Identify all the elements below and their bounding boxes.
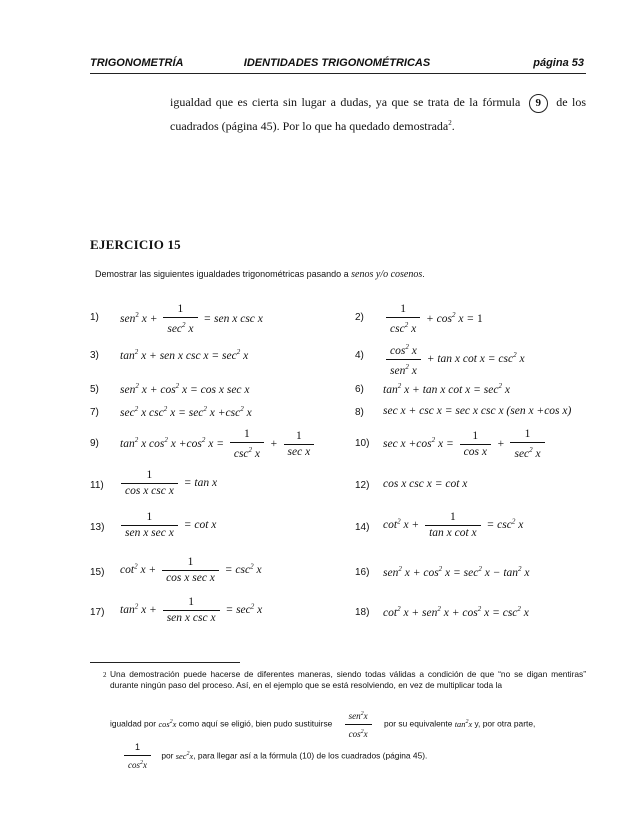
problem-10-expression: $\sec x +\cos^2$ x = $\frac{1}{\text{cos x}}$ + $\frac{1}{\sec^2 x}$ [383,427,548,462]
instruction-emphasis: senos y/o cosenos [351,269,423,280]
intro-text-after: de los cuadrados (página 45). Por lo que ha quedado demostrada [170,95,586,133]
exercise-instruction [95,269,425,280]
intro-paragraph [170,92,586,136]
problem-number: 15) [90,567,105,578]
problem-number: 16) [355,567,370,578]
footnote-line2-a: igualdad por [110,718,157,729]
problem-5-expression: sen$^2$ $x + \cos^2 x = \cos x$ sec x [120,382,250,396]
problem-16-expression: sen$^2$ $x + \cos^2 x = \sec^2 x - \tan^2 x$ [383,565,530,579]
problem-6-expression: $\tan^2 x + \tan x$ $\cot x = \sec^2 x$ [383,382,510,396]
instruction-text: Demostrar las siguientes igualdades trigonométricas pasando a [95,269,349,279]
header-subject: TRIGONOMETRÍA [90,57,184,69]
problem-14-expression: $\cot^2 x$ + $\frac{1}{\text{tan x cot x}}$ = $\csc^2 x$ [383,511,524,539]
footnote-line2-c: por su equivalente [383,718,453,729]
problem-4-expression: $\frac{\cos^2 x}{sen^2 x}$ + tan x $\cot x = \csc^2 x$ [383,340,525,379]
problem-number: 7) [90,407,99,418]
exercise-title: EJERCICIO 15 [90,237,181,252]
problem-number: 17) [90,607,105,618]
page-header [90,57,584,73]
problem-number: 6) [355,384,364,395]
footnote-line2-b: como aquí se eligió, bien pudo sustituirse [178,718,333,729]
footnote-text: Una demostración puede hacerse de diferentes maneras, siendo todas válidas a condición de que “no se digan mentiras” durante ningún paso del proceso. Así, en el ejemplo que se está resolviendo, en vez de multiplicar toda la [110,669,586,690]
problem-12-expression: cos x csc x = cot x [383,478,468,490]
problem-15-expression: $\cot^2 x$ + $\frac{1}{\text{cos x sec x}}$ = $\csc^2 x$ [120,556,262,584]
footnote-line3-b: , para llegar así a la fórmula (10) de los cuadrados (página 45). [193,750,428,761]
problem-number: 11) [90,480,104,491]
problem-number: 18) [355,607,370,618]
problem-1-expression: sen$^2$ x + $\frac{1}{\sec^2 x}$ = sen x csc x [120,303,263,335]
problem-number: 4) [355,350,364,361]
footnote-line2-d: y, por otra parte, [474,718,536,729]
footnote-line-2: igualdad por $\cos^2x$ como aquí se eligió, bien pudo sustituirse $\frac{sen^2x}{\cos^2x}$ por su equivalente $\tan^2x$ y, por otra parte, [110,707,535,742]
problem-number: 14) [355,522,370,533]
instruction-end: . [422,269,425,279]
problem-number: 13) [90,522,105,533]
problem-17-expression: $\tan^2 x$ + $\frac{1}{\text{sen x csc x}}$ = $\sec^2 x$ [120,596,263,624]
problem-number: 10) [355,438,370,449]
footnote-reference: 2 [448,118,452,127]
header-topic: IDENTIDADES TRIGONOMÉTRICAS [243,57,431,69]
problem-18-expression: $\cot^2 x + sen^2$ $x + \cos^2 x = \csc^2 x$ [383,605,529,619]
intro-period: . [451,118,455,133]
problem-13-expression: $\frac{1}{\text{sen x sec x}}$ = cot x [118,510,216,541]
problem-7-expression: $\sec^2 x$ $\csc^2 x = \sec^2 x +\csc^2$ x [120,405,252,419]
problem-number: 1) [90,312,99,323]
expression-text-layer [0,0,1,1]
problem-number: 2) [355,312,364,323]
problem-2-expression: $\frac{1}{\csc^2 x}$ + $\cos^2 x = 1$ [383,302,483,337]
problem-number: 3) [90,350,99,361]
formula-number-badge: 9 [529,94,548,113]
intro-text-before: igualdad que es cierta sin lugar a dudas, ya que se trata de la fórmula [170,95,521,109]
footnote-mark: 2 [103,671,107,679]
header-page-number: página 53 [533,57,584,69]
problem-11-expression: $\frac{1}{\text{cos x csc x}}$ = tan x [118,468,217,499]
problem-number: 8) [355,407,364,418]
footnote-line3-a: por [161,750,174,761]
problem-8-expression: sec x + csc x = sec x csc x (sen x +cos x) [383,405,572,417]
problem-number: 12) [355,480,370,491]
footnote-rule [90,662,240,663]
problem-number: 9) [90,438,99,449]
problem-number: 5) [90,384,99,395]
problem-9-expression: $\tan^2 x$ $\cos^2 x +\cos^2$ x = $\frac{1}{\csc^2 x}$ + $\frac{1}{\text{sec x}}$ [120,427,317,462]
expr-text [0,0,1,1]
footnote-line-3: $\frac{1}{\cos^2x}$ por $\sec^2x$, para llegar así a la fórmula (10) de los cuadrados (página 45). [110,740,427,773]
header-rule [90,73,586,74]
problem-3-expression: $\tan^2 x$ + sen x $\csc x = \sec^2 x$ [120,348,249,362]
